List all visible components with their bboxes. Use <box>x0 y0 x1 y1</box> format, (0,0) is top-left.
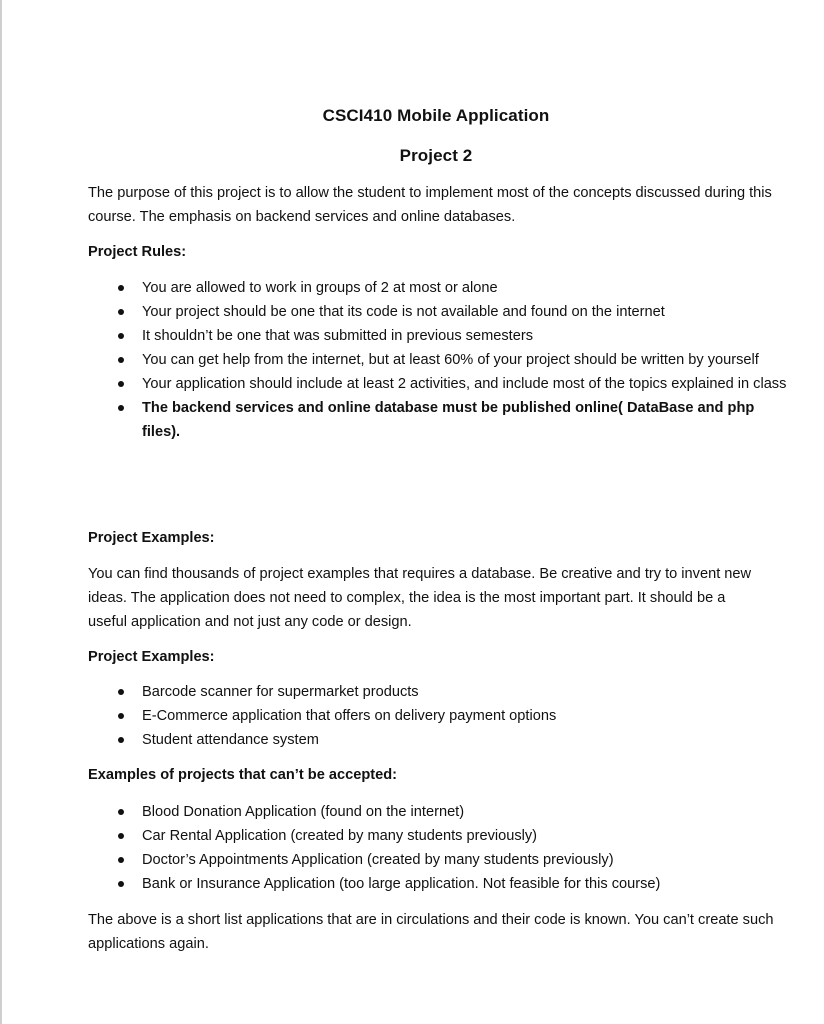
bullet-icon <box>118 833 124 839</box>
list-item: Barcode scanner for supermarket products <box>118 680 788 704</box>
list-item: Student attendance system <box>118 728 788 752</box>
list-item: Blood Donation Application (found on the internet) <box>118 800 788 824</box>
examples-list-heading: Project Examples: <box>88 649 215 665</box>
intro-paragraph: The purpose of this project is to allow the student to implement most of the concepts discussed during this course. The emphasis on backend services and online databases. <box>88 185 772 225</box>
bullet-icon <box>118 737 124 743</box>
bullet-icon <box>118 881 124 887</box>
rules-list <box>118 276 788 444</box>
list-item: Doctor’s Appointments Application (created by many students previously) <box>118 848 788 872</box>
document-title: CSCI410 Mobile Application <box>322 106 550 125</box>
examples-paragraph: You can find thousands of project examples that requires a database. Be creative and try to invent new ideas. The application does not need to complex, the idea is the most important part. It should be a useful application and not just any code or design. <box>88 566 752 630</box>
bullet-icon <box>118 809 124 815</box>
bullet-icon <box>118 309 124 315</box>
bullet-icon <box>118 333 124 339</box>
list-item: Your project should be one that its code is not available and found on the internet <box>118 300 788 324</box>
list-item: The backend services and online database must be published online( DataBase and php files). <box>118 396 788 444</box>
list-item: You can get help from the internet, but at least 60% of your project should be written by yourself <box>118 348 788 372</box>
rejected-heading: Examples of projects that can’t be accepted: <box>88 767 397 783</box>
list-item: E-Commerce application that offers on delivery payment options <box>118 704 788 728</box>
bullet-icon <box>118 357 124 363</box>
rules-heading: Project Rules: <box>88 244 187 260</box>
list-item: You are allowed to work in groups of 2 at most or alone <box>118 276 788 300</box>
list-item: Your application should include at least 2 activities, and include most of the topics explained in class <box>118 372 788 396</box>
bullet-icon <box>118 405 124 411</box>
examples-list <box>118 680 788 752</box>
examples-heading: Project Examples: <box>88 530 215 546</box>
bullet-icon <box>118 381 124 387</box>
list-item: It shouldn’t be one that was submitted in previous semesters <box>118 324 788 348</box>
bullet-icon <box>118 689 124 695</box>
document-subtitle: Project 2 <box>399 146 473 165</box>
closing-paragraph: The above is a short list applications that are in circulations and their code is known. You can’t create such applications again. <box>88 912 774 952</box>
list-item: Car Rental Application (created by many students previously) <box>118 824 788 848</box>
list-item: Bank or Insurance Application (too large application. Not feasible for this course) <box>118 872 788 896</box>
bullet-icon <box>118 285 124 291</box>
bullet-icon <box>118 857 124 863</box>
rejected-list <box>118 800 788 896</box>
bullet-icon <box>118 713 124 719</box>
